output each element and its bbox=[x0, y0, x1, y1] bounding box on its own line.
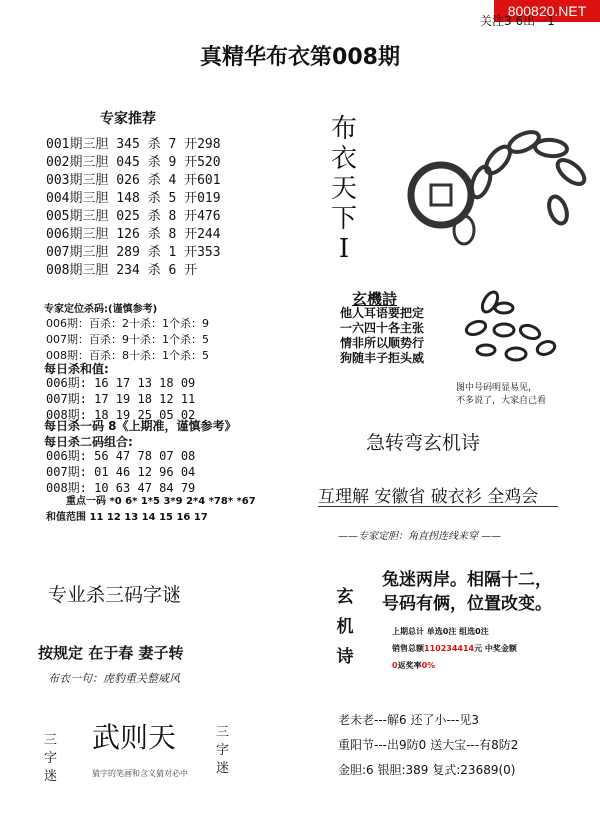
kill-item: 007期：百杀：9十杀：1个杀：5 bbox=[46, 333, 209, 346]
kill-list bbox=[46, 316, 209, 364]
sales-label: 销售总额 bbox=[392, 644, 424, 653]
clue-line: 金胆:6 银胆:389 复式:23689(0) bbox=[338, 763, 516, 777]
recommend-item: 007期三胆 289 杀 1 开353 bbox=[46, 245, 221, 260]
jiz-line: 互理解 安徽省 破衣衫 全鸡会 bbox=[318, 487, 539, 507]
sales-value: 110234414 bbox=[424, 644, 475, 653]
chain-links-image bbox=[464, 288, 564, 368]
daily-sum-list bbox=[46, 375, 195, 423]
two-kill-title: 每日杀二码组合: bbox=[44, 435, 133, 449]
xuanji-label: 玄机诗 bbox=[336, 587, 354, 667]
xuanji-poem bbox=[382, 568, 552, 616]
daily-sum-item: 006期: 16 17 13 18 09 bbox=[46, 376, 196, 390]
site-watermark: 800820.NET bbox=[494, 0, 600, 22]
sales-line bbox=[392, 643, 517, 654]
daily-sum-item: 008期: 18 19 25 05 02 bbox=[46, 408, 196, 422]
key-points: 重点一码 *0 6* 1*5 3*9 2*4 *78* *67 bbox=[66, 496, 256, 507]
recommend-item: 005期三胆 025 杀 8 开476 bbox=[46, 209, 221, 224]
kill-title: 专家定位杀码:(谨慎参考) bbox=[44, 304, 158, 315]
wu-caption: 猜字的笔画和含义猜对必中 bbox=[92, 769, 188, 778]
kill-item: 008期：百杀：8十杀：1个杀：5 bbox=[46, 349, 209, 362]
two-kill-item: 006期: 56 47 78 07 08 bbox=[46, 449, 196, 463]
sum-range: 和值范围 11 12 13 14 15 16 17 bbox=[46, 512, 208, 523]
two-kill-item: 008期: 10 63 47 84 79 bbox=[46, 481, 196, 495]
poem-line: 他人耳语要把定 bbox=[340, 306, 425, 320]
image-caption bbox=[456, 382, 546, 408]
recommend-item: 006期三胆 126 杀 8 开244 bbox=[46, 227, 221, 242]
kill-item: 006期：百杀：2十杀：1个杀：9 bbox=[46, 317, 209, 330]
caption-line: 图中号码明显易见， bbox=[456, 383, 538, 393]
xuanji-poem-line: 兔迷两岸。相隔十二， bbox=[382, 570, 552, 590]
daily-sum-item: 007期: 17 19 18 12 11 bbox=[46, 392, 196, 406]
two-kill-item: 007期: 01 46 12 96 04 bbox=[46, 465, 196, 479]
recommend-title: 专家推荐 bbox=[100, 111, 156, 127]
wuzetian-text: 武则天 bbox=[92, 721, 177, 754]
recommend-item: 004期三胆 148 杀 5 开019 bbox=[46, 191, 221, 206]
poem-line: 狗随丰子拒头威 bbox=[340, 351, 425, 365]
poem-line: 一六四十各主张 bbox=[340, 321, 425, 335]
divider bbox=[318, 506, 558, 507]
recommend-item: 003期三胆 026 杀 4 开601 bbox=[46, 173, 221, 188]
clue-line: 重阳节---出9防0 送大宝---有8防2 bbox=[338, 738, 519, 752]
poem-box bbox=[340, 306, 424, 366]
buyi-tianxia-title: 布衣天下I bbox=[330, 114, 357, 264]
bottom-clues bbox=[338, 708, 518, 783]
one-kill-title: 每日杀一码 8《上期准，谨慎参考》 bbox=[44, 419, 237, 433]
recommend-item: 008期三胆 234 杀 6 开 bbox=[46, 263, 198, 278]
rule-line: 按规定 在于春 妻子转 bbox=[38, 644, 184, 662]
poem-box-title: 玄機詩 bbox=[352, 290, 398, 308]
page-title: 真精华布衣第008期 bbox=[200, 45, 400, 70]
follow-note: 关注3 6出一1 bbox=[480, 14, 555, 28]
daily-sum-title: 每日杀和值: bbox=[44, 362, 109, 376]
sales-tail: 元 中奖金额 bbox=[474, 644, 517, 653]
recommend-item: 002期三胆 045 杀 9 开520 bbox=[46, 155, 221, 170]
rebate-line bbox=[392, 660, 435, 671]
poem-line: 情非所以顺势行 bbox=[340, 336, 425, 350]
previous-total: 上期总计 单选0注 组选0注 bbox=[392, 627, 489, 636]
sanzimi-right: 三字迷 bbox=[216, 725, 230, 776]
two-kill-list bbox=[46, 448, 195, 496]
rebate-pct: 0% bbox=[421, 661, 436, 670]
expert-dingdan: ——专家定胆：角直拐连线来穿 —— bbox=[338, 531, 502, 542]
rebate-label: 返奖率 bbox=[397, 661, 422, 670]
sanzimi-left: 三字迷 bbox=[44, 733, 58, 784]
caption-line: 不多说了，大家自己看 bbox=[456, 396, 547, 406]
clue-line: 老未老---解6 还了小---见3 bbox=[338, 713, 480, 727]
coin-chain-image bbox=[406, 120, 596, 250]
riddle-title: 专业杀三码字谜 bbox=[48, 584, 182, 606]
jiz-title: 急转弯玄机诗 bbox=[366, 432, 481, 454]
recommend-list bbox=[46, 136, 221, 280]
buyi-sentence: 布衣一句：虎豹重关整威风 bbox=[48, 672, 180, 685]
recommend-item: 001期三胆 345 杀 7 开298 bbox=[46, 137, 221, 152]
rebate-value: 0 bbox=[392, 661, 398, 670]
xuanji-poem-line: 号码有俩，位置改变。 bbox=[382, 594, 552, 614]
